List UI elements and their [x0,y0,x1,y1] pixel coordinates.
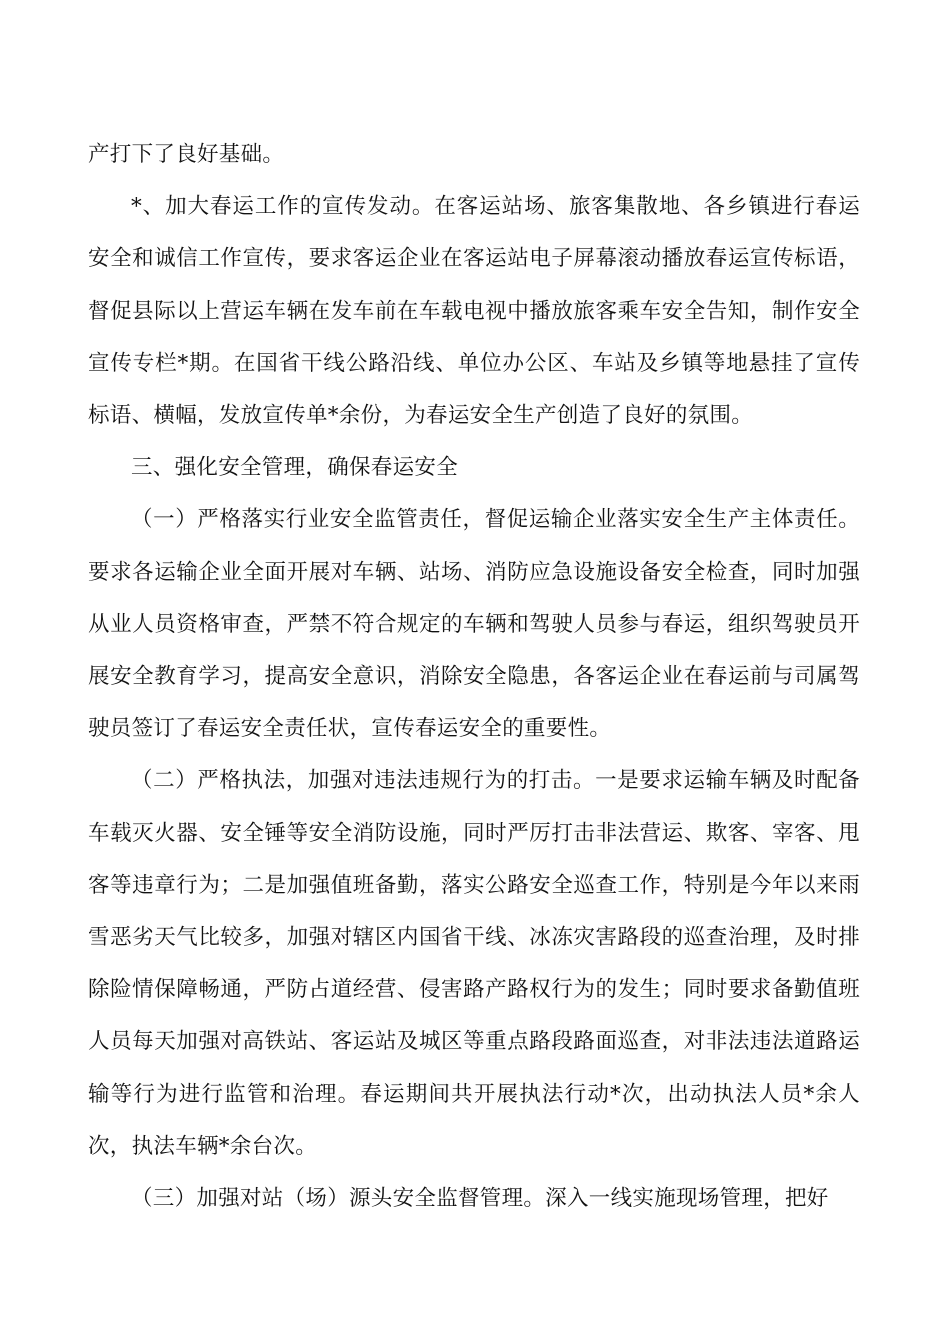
document-body [88,129,860,1225]
section-heading-3: 三、强化安全管理，确保春运安全 [131,455,459,481]
paragraph-item-1: （一）严格落实行业安全监管责任，督促运输企业落实安全生产主体责任。要求各运输企业全面开展对车辆、站场、消防应急设施设备安全检查，同时加强从业人员资格审查，严禁不符合规定的车辆和驾驶人员参与春运，组织驾驶员开展安全教育学习，提高安全意识，消除安全隐患，各客运企业在春运前与司属驾驶员签订了春运安全责任状，宣传春运安全的重要性。 [88,507,860,742]
paragraph-publicity: *、加大春运工作的宣传发动。在客运站场、旅客集散地、各乡镇进行春运安全和诚信工作宣传，要求客运企业在客运站电子屏幕滚动播放春运宣传标语，督促县际以上营运车辆在发车前在车载电视中播放旅客乘车安全告知，制作安全宣传专栏*期。在国省干线公路沿线、单位办公区、车站及乡镇等地悬挂了宣传标语、横幅，发放宣传单*余份，为春运安全生产创造了良好的氛围。 [88,194,860,429]
paragraph-item-3: （三）加强对站（场）源头安全监督管理。深入一线实施现场管理，把好 [131,1186,829,1212]
paragraph-continuation: 产打下了良好基础。 [88,142,285,167]
paragraph-item-2: （二）严格执法，加强对违法违规行为的打击。一是要求运输车辆及时配备车载灭火器、安全锤等安全消防设施，同时严厉打击非法营运、欺客、宰客、甩客等违章行为；二是加强值班备勤，落实公路安全巡查工作，特别是今年以来雨雪恶劣天气比较多，加强对辖区内国省干线、冰冻灾害路段的巡查治理，及时排除险情保障畅通，严防占道经营、侵害路产路权行为的发生；同时要求备勤值班人员每天加强对高铁站、客运站及城区等重点路段路面巡查，对非法违法道路运输等行为进行监管和治理。春运期间共开展执法行动*次，出动执法人员*余人次，执法车辆*余台次。 [88,768,860,1159]
